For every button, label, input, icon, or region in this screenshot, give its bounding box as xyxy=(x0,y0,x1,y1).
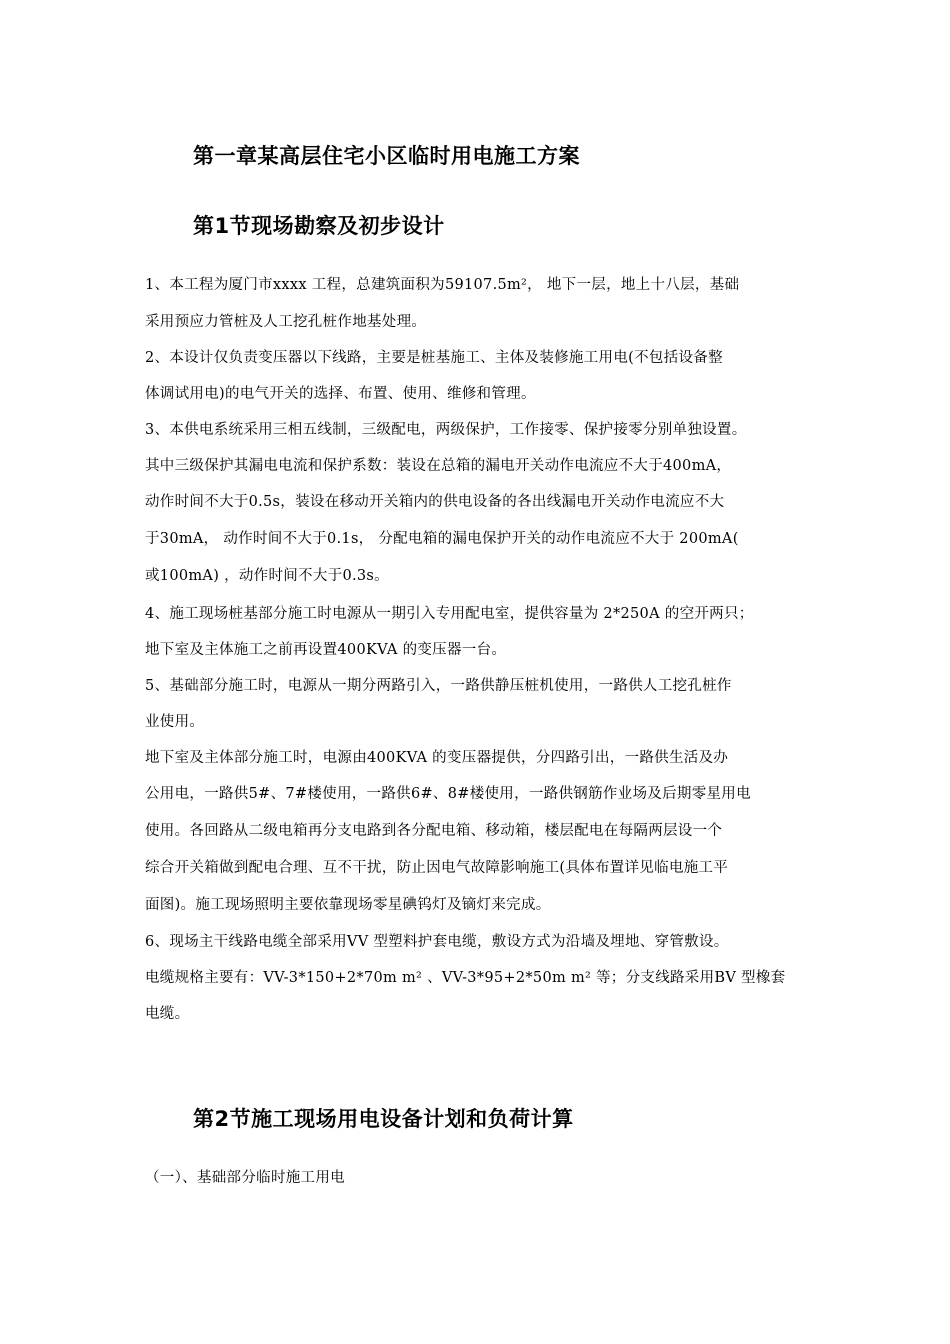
section-heading-2: 第2节施工现场用电设备计划和负荷计算 xyxy=(193,1107,574,1131)
body-line: 3、本供电系统采用三相五线制，三级配电，两级保护，工作接零、保护接零分别单独设置。 xyxy=(145,422,747,438)
body-line: 6、现场主干线路电缆全部采用VV 型塑料护套电缆，敷设方式为沿墙及埋地、穿管敷设。 xyxy=(145,934,729,950)
body-line: 体调试用电)的电气开关的选择、布置、使用、维修和管理。 xyxy=(145,386,536,402)
body-line: 4、施工现场桩基部分施工时电源从一期引入专用配电室，提供容量为 2*250A 的空开两只； xyxy=(145,606,754,622)
body-line: 其中三级保护其漏电电流和保护系数：装设在总箱的漏电开关动作电流应不大于400mA， xyxy=(145,458,732,474)
body-line: 使用。各回路从二级电箱再分支电路到各分配电箱、移动箱，楼层配电在每隔两层设一个 xyxy=(145,823,723,839)
body-line: 于30mA， 动作时间不大于0.1s， 分配电箱的漏电保护开关的动作电流应不大于 200mA( xyxy=(145,531,739,547)
body-line: 电缆规格主要有：VV-3*150+2*70m m² 、VV-3*95+2*50m m² 等；分支线路采用BV 型橡套 xyxy=(145,970,786,986)
body-line: 5、基础部分施工时，电源从一期分两路引入，一路供静压桩机使用，一路供人工挖孔桩作 xyxy=(145,678,732,694)
body-line: 动作时间不大于0.5s，装设在移动开关箱内的供电设备的各出线漏电开关动作电流应不大 xyxy=(145,494,725,510)
subsection-heading: （一）、基础部分临时施工用电 xyxy=(145,1170,345,1186)
body-line: 电缆。 xyxy=(145,1006,190,1022)
section-heading-1: 第1节现场勘察及初步设计 xyxy=(193,214,445,238)
body-line: 1、本工程为厦门市xxxx 工程，总建筑面积为59107.5m²， 地下一层，地上十八层，基础 xyxy=(145,277,740,293)
body-line: 采用预应力管桩及人工挖孔桩作地基处理。 xyxy=(145,314,427,330)
body-line: 业使用。 xyxy=(145,714,205,730)
body-line: 面图)。施工现场照明主要依靠现场零星碘钨灯及镝灯来完成。 xyxy=(145,897,551,913)
body-line: 地下室及主体部分施工时，电源由400KVA 的变压器提供，分四路引出，一路供生活及办 xyxy=(145,750,729,766)
body-line: 2、本设计仅负责变压器以下线路，主要是桩基施工、主体及装修施工用电(不包括设备整 xyxy=(145,350,723,366)
body-line: 地下室及主体施工之前再设置400KVA 的变压器一台。 xyxy=(145,642,507,658)
chapter-title: 第一章某高层住宅小区临时用电施工方案 xyxy=(193,144,580,168)
body-line: 或100mA) ，动作时间不大于0.3s。 xyxy=(145,568,389,584)
body-line: 公用电，一路供5#、7#楼使用，一路供6#、8#楼使用，一路供钢筋作业场及后期零星用电 xyxy=(145,786,751,802)
body-line: 综合开关箱做到配电合理、互不干扰，防止因电气故障影响施工(具体布置详见临电施工平 xyxy=(145,860,729,876)
